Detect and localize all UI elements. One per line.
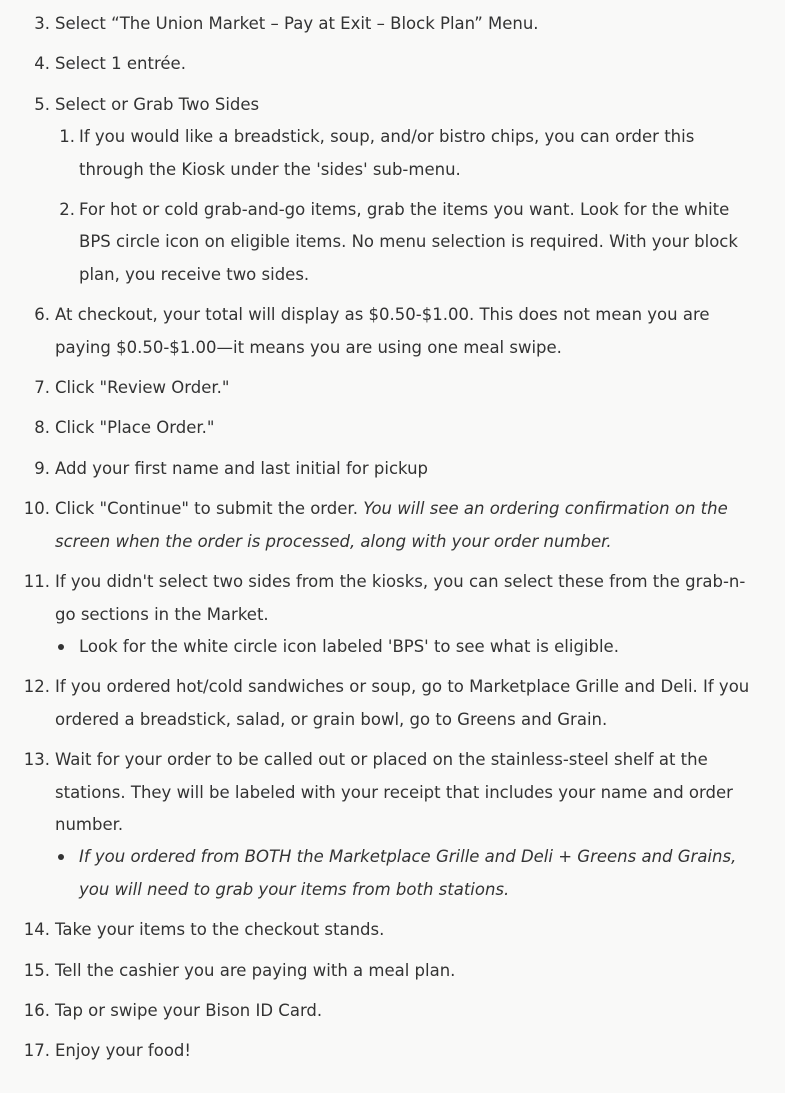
- bullet-list-item: [55, 631, 757, 663]
- step-text: Select “The Union Market – Pay at Exit – Block Plan” Menu.: [55, 14, 539, 33]
- step-number: 6.: [34, 305, 50, 325]
- list-item-step-11: [0, 566, 785, 663]
- step-text: If you didn't select two sides from the kiosks, you can select these from the grab-n-go sections in the Market.: [55, 572, 746, 624]
- step-number: 7.: [34, 378, 50, 398]
- step-number: 16.: [23, 1000, 50, 1020]
- step-number: 5.: [34, 94, 50, 114]
- step-number: 17.: [23, 1041, 50, 1061]
- step-text: Click "Review Order.": [55, 378, 230, 398]
- list-item-step-16: [0, 995, 785, 1027]
- sub-list-item: [55, 194, 757, 291]
- step-italic-note: You will see an ordering confirmation on the screen when the order is processed, along with your order number.: [55, 499, 728, 551]
- list-item-step-15: [0, 955, 785, 987]
- list-item-step-12: [0, 671, 785, 736]
- sub-step-number: 1.: [59, 127, 75, 147]
- list-item-step-4: [0, 48, 785, 80]
- bullet-list: [55, 841, 757, 906]
- step-number: 11.: [23, 572, 50, 592]
- list-item-step-8: [0, 412, 785, 444]
- sub-step-text: For hot or cold grab-and-go items, grab the items you want. Look for the white BPS circle icon on eligible items. No menu selection is required. With your block plan, you receive two sides.: [79, 200, 738, 284]
- step-text: Click "Place Order.": [55, 418, 215, 438]
- list-item-step-14: [0, 914, 785, 946]
- step-number: 9.: [34, 458, 50, 478]
- list-item-step-13: [0, 744, 785, 906]
- bullet-italic-text: If you ordered from BOTH the Marketplace Grille and Deli + Greens and Grains, you will need to grab your items from both stations.: [79, 847, 737, 899]
- step-text: At checkout, your total will display as $0.50-$1.00. This does not mean you are paying $0.50-$1.00—it means you are using one meal swipe.: [55, 305, 710, 357]
- sub-step-text: If you would like a breadstick, soup, and/or bistro chips, you can order this through the Kiosk under the 'sides' sub-menu.: [79, 127, 695, 179]
- step-text: Take your items to the checkout stands.: [55, 920, 385, 940]
- step-text: Tell the cashier you are paying with a meal plan.: [55, 960, 456, 980]
- step-text: Select or Grab Two Sides: [55, 94, 260, 114]
- step-number: 14.: [23, 920, 50, 940]
- list-item-step-5: [0, 89, 785, 291]
- bullet-dot-icon: [58, 854, 64, 860]
- list-item-step-10: [0, 493, 785, 558]
- list-item-step-17: [0, 1035, 785, 1067]
- step-text: Enjoy your food!: [55, 1041, 192, 1061]
- step-number: 10.: [23, 499, 50, 519]
- step-text: Select 1 entrée.: [55, 54, 186, 74]
- step-number: 3.: [34, 14, 50, 33]
- bullet-list: [55, 631, 757, 663]
- step-number: 4.: [34, 54, 50, 74]
- step-text: Wait for your order to be called out or placed on the stainless-steel shelf at the stations. They will be labeled with your receipt that includes your name and order number.: [55, 750, 733, 834]
- sub-step-number: 2.: [59, 200, 75, 220]
- step-text: Click "Continue" to submit the order.: [55, 499, 364, 519]
- list-item-step-9: [0, 453, 785, 485]
- bullet-dot-icon: [58, 644, 64, 650]
- sub-steps-list: [55, 121, 757, 291]
- sub-list-item: [55, 121, 757, 186]
- bullet-list-item: [55, 841, 757, 906]
- step-number: 15.: [23, 960, 50, 980]
- step-number: 13.: [23, 750, 50, 770]
- bullet-text: Look for the white circle icon labeled 'BPS' to see what is eligible.: [79, 636, 619, 656]
- step-text: Tap or swipe your Bison ID Card.: [55, 1000, 323, 1020]
- list-item-step-7: [0, 372, 785, 404]
- list-item-step-6: [0, 299, 785, 364]
- step-number: 12.: [23, 677, 50, 697]
- step-text: Add your first name and last initial for pickup: [55, 458, 429, 478]
- list-item-step-3: [0, 8, 785, 40]
- steps-list: [0, 8, 785, 1076]
- step-number: 8.: [34, 418, 50, 438]
- step-text: If you ordered hot/cold sandwiches or soup, go to Marketplace Grille and Deli. If you ordered a breadstick, salad, or grain bowl, go to Greens and Grain.: [55, 677, 750, 729]
